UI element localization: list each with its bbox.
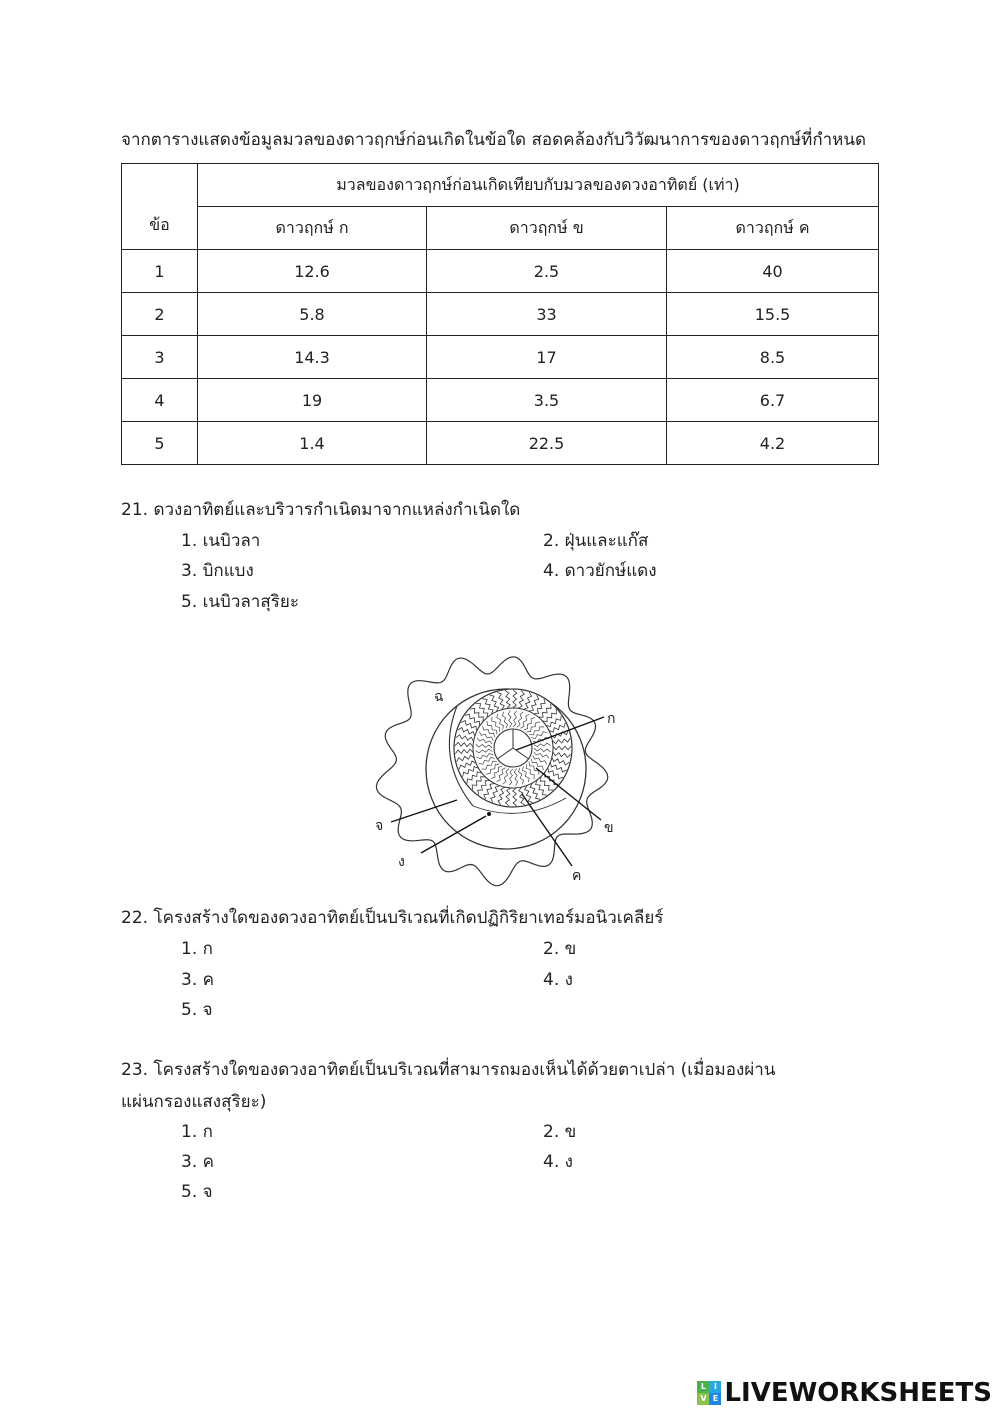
question-23-option-3[interactable]: 3. ค [181, 1152, 214, 1172]
logo-icon-tile: E [709, 1393, 721, 1405]
question-22-option-1[interactable]: 1. ก [181, 939, 213, 959]
label-ko: ก [607, 711, 616, 727]
sun-structure-diagram [360, 648, 630, 890]
table-header-item-no: ข้อ [122, 164, 198, 250]
question-22-option-4[interactable]: 4. ง [543, 970, 573, 990]
table-cell: 8.5 [667, 336, 879, 379]
label-dot-ngo [487, 812, 491, 816]
question-23-text-continued: แผ่นกรองแสงสุริยะ) [121, 1092, 267, 1112]
question-21-option-3[interactable]: 3. บิกแบง [181, 561, 254, 581]
question-23-option-4[interactable]: 4. ง [543, 1152, 573, 1172]
table-cell-item-no: 4 [122, 379, 198, 422]
table-cell: 12.6 [198, 250, 427, 293]
question-21-option-1[interactable]: 1. เนบิวลา [181, 531, 261, 551]
table-cell: 5.8 [198, 293, 427, 336]
table-cell: 4.2 [667, 422, 879, 465]
table-cell: 17 [427, 336, 667, 379]
question-23-text: 23. โครงสร้างใดของดวงอาทิตย์เป็นบริเวณที่สามารถมองเห็นได้ด้วยตาเปล่า (เมื่อมองผ่าน [121, 1060, 776, 1080]
table-header-star-b: ดาวฤกษ์ ข [427, 207, 667, 250]
table-header-row [122, 164, 879, 207]
table-cell-item-no: 5 [122, 422, 198, 465]
table-row [122, 422, 879, 465]
question-23-option-2[interactable]: 2. ข [543, 1122, 577, 1142]
question-22-option-3[interactable]: 3. ค [181, 970, 214, 990]
table-header-mass-group: มวลของดาวฤกษ์ก่อนเกิดเทียบกับมวลของดวงอาทิตย์ (เท่า) [198, 164, 879, 207]
question-21-option-4[interactable]: 4. ดาวยักษ์แดง [543, 561, 657, 581]
question-22-option-2[interactable]: 2. ข [543, 939, 577, 959]
table-header-row [122, 207, 879, 250]
question-22-option-5[interactable]: 5. จ [181, 1000, 213, 1020]
liveworksheets-logo-icon [697, 1381, 721, 1405]
liveworksheets-logo [697, 1379, 992, 1407]
label-ngo: ง [398, 854, 405, 870]
star-mass-table [121, 163, 879, 465]
table-cell: 22.5 [427, 422, 667, 465]
question-21-option-2[interactable]: 2. ฝุ่นและแก๊ส [543, 531, 649, 551]
table-cell: 6.7 [667, 379, 879, 422]
table-cell-item-no: 1 [122, 250, 198, 293]
question-21-option-5[interactable]: 5. เนบิวลาสุริยะ [181, 592, 299, 612]
logo-icon-tile: V [697, 1393, 709, 1405]
table-header-star-c: ดาวฤกษ์ ค [667, 207, 879, 250]
liveworksheets-logo-text: LIVEWORKSHEETS [724, 1378, 992, 1408]
table-row [122, 336, 879, 379]
table-row [122, 293, 879, 336]
table-row [122, 379, 879, 422]
table-cell-item-no: 2 [122, 293, 198, 336]
table-cell: 19 [198, 379, 427, 422]
logo-icon-tile: L [697, 1381, 709, 1393]
question-22-text: 22. โครงสร้างใดของดวงอาทิตย์เป็นบริเวณที่เกิดปฏิกิริยาเทอร์มอนิวเคลียร์ [121, 908, 664, 928]
table-cell: 40 [667, 250, 879, 293]
table-header-star-a: ดาวฤกษ์ ก [198, 207, 427, 250]
question-23-option-5[interactable]: 5. จ [181, 1182, 213, 1202]
table-cell: 33 [427, 293, 667, 336]
question-21-text: 21. ดวงอาทิตย์และบริวารกำเนิดมาจากแหล่งกำเนิดใด [121, 500, 521, 520]
table-cell-item-no: 3 [122, 336, 198, 379]
label-kho: ข [604, 820, 614, 836]
table-cell: 1.4 [198, 422, 427, 465]
label-kho-khwai: ค [572, 868, 582, 884]
question-23-option-1[interactable]: 1. ก [181, 1122, 213, 1142]
table-cell: 2.5 [427, 250, 667, 293]
logo-icon-tile: I [709, 1381, 721, 1393]
table-cell: 3.5 [427, 379, 667, 422]
label-cho: จ [375, 818, 384, 834]
table-row [122, 250, 879, 293]
table-cell: 15.5 [667, 293, 879, 336]
instruction-text: จากตารางแสดงข้อมูลมวลของดาวฤกษ์ก่อนเกิดในข้อใด สอดคล้องกับวิวัฒนาการของดาวฤกษ์ที่กำหนด [121, 130, 867, 150]
label-chor: ฉ [434, 689, 444, 705]
table-cell: 14.3 [198, 336, 427, 379]
